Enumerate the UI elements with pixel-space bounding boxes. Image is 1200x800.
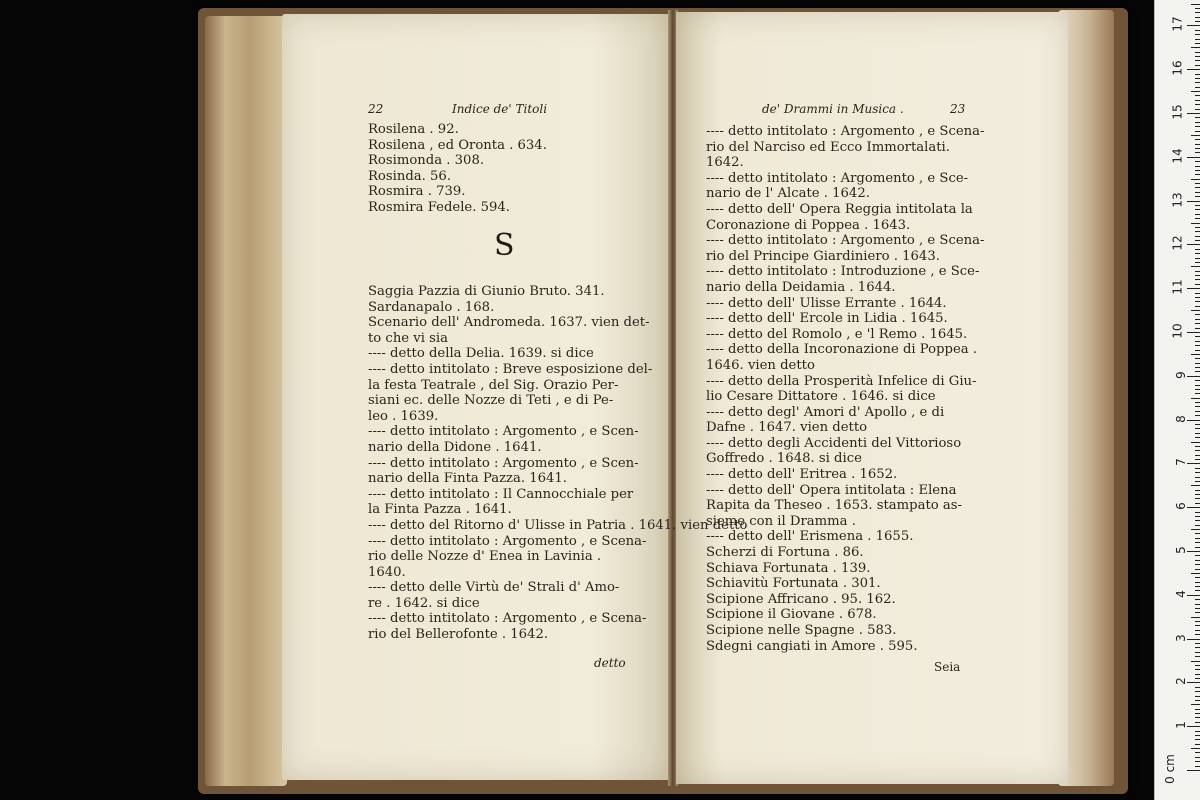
ruler-tick [1195, 652, 1200, 653]
ruler-tick [1187, 244, 1200, 245]
ruler-tick [1191, 223, 1200, 224]
index-entry: Scenario dell' Andromeda. 1637. vien det- [368, 315, 650, 331]
ruler-tick [1195, 126, 1200, 127]
index-entry: ---- detto dell' Opera intitolata : Elena [706, 482, 957, 498]
ruler-tick [1195, 358, 1200, 359]
ruler-label: 0 cm [1163, 754, 1178, 784]
index-entry: nario della Didone . 1641. [368, 439, 542, 455]
ruler-tick [1195, 389, 1200, 390]
left-entries-bottom [368, 284, 748, 643]
index-entry: 1642. [706, 155, 744, 171]
ruler-tick [1191, 179, 1200, 180]
index-entry: ---- detto dell' Erismena . 1655. [706, 529, 914, 545]
ruler-tick [1187, 69, 1200, 70]
ruler-label: 9 [1174, 370, 1189, 379]
ruler-tick [1195, 65, 1200, 66]
index-entry: to che vi sia [368, 330, 449, 346]
ruler-tick [1195, 170, 1200, 171]
ruler-tick [1195, 757, 1200, 758]
ruler-tick [1187, 201, 1200, 202]
index-entry: 1646. vien detto [706, 357, 815, 373]
index-entry: rio del Bellerofonte . 1642. [368, 627, 549, 643]
ruler-tick [1195, 166, 1200, 167]
right-page-number: 23 [950, 102, 966, 116]
index-entry: Rapita da Theseo . 1653. stampato as- [706, 498, 962, 514]
ruler-tick [1187, 157, 1200, 158]
ruler-tick [1195, 525, 1200, 526]
index-entry: rio delle Nozze d' Enea in Lavinia . [368, 549, 602, 565]
ruler-tick [1195, 731, 1200, 732]
ruler-tick [1191, 91, 1200, 92]
index-entry: Dafne . 1647. vien detto [706, 420, 868, 436]
ruler-tick [1195, 709, 1200, 710]
index-entry: ---- detto intitolato : Argomento , e Scena- [706, 233, 985, 249]
ruler-tick [1187, 551, 1200, 552]
ruler-tick [1195, 122, 1200, 123]
index-entry: ---- detto intitolato : Argomento , e Scena- [368, 611, 647, 627]
ruler-tick [1195, 60, 1200, 61]
ruler-tick [1187, 113, 1200, 114]
ruler-tick [1195, 406, 1200, 407]
index-entry: Sdegni cangiati in Amore . 595. [706, 638, 918, 654]
index-entry: Rosimonda . 308. [368, 153, 485, 169]
ruler-label: 14 [1170, 148, 1185, 164]
ruler-tick [1191, 485, 1200, 486]
ruler-tick [1195, 433, 1200, 434]
ruler-label: 2 [1174, 677, 1189, 686]
ruler-tick [1195, 385, 1200, 386]
ruler-tick [1195, 481, 1200, 482]
index-entry: ---- detto intitolato : Argomento , e Scen- [368, 424, 639, 440]
ruler-tick [1195, 542, 1200, 543]
ruler-tick [1195, 498, 1200, 499]
ruler-tick [1195, 446, 1200, 447]
ruler-tick [1195, 12, 1200, 13]
ruler-tick [1195, 455, 1200, 456]
ruler-tick [1191, 4, 1200, 5]
ruler-tick [1195, 174, 1200, 175]
ruler-tick [1195, 411, 1200, 412]
ruler-tick [1191, 529, 1200, 530]
ruler-tick [1191, 661, 1200, 662]
ruler-tick [1191, 135, 1200, 136]
ruler-tick [1195, 109, 1200, 110]
index-entry: ---- detto dell' Opera Reggia intitolata la [706, 201, 973, 217]
ruler-tick [1195, 350, 1200, 351]
ruler-tick [1195, 345, 1200, 346]
ruler-tick [1195, 687, 1200, 688]
ruler-tick [1195, 415, 1200, 416]
ruler-tick [1187, 420, 1200, 421]
ruler-tick [1187, 639, 1200, 640]
ruler-tick [1191, 354, 1200, 355]
ruler-tick [1195, 236, 1200, 237]
ruler-tick [1195, 30, 1200, 31]
index-entry: Scherzi di Fortuna . 86. [706, 545, 864, 561]
index-entry: ---- detto delle Virtù de' Strali d' Amo- [368, 580, 620, 596]
ruler-tick [1195, 275, 1200, 276]
ruler-tick [1195, 656, 1200, 657]
ruler-tick [1191, 704, 1200, 705]
index-entry: ---- detto del Ritorno d' Ulisse in Patria . 1641. vien detto [368, 517, 748, 533]
ruler-tick [1195, 604, 1200, 605]
ruler-label: 13 [1170, 191, 1185, 208]
ruler-tick [1195, 380, 1200, 381]
ruler-tick [1195, 253, 1200, 254]
ruler-tick [1195, 78, 1200, 79]
left-page-number: 22 [368, 102, 384, 116]
ruler-tick [1195, 319, 1200, 320]
ruler-tick [1195, 424, 1200, 425]
ruler-tick [1195, 328, 1200, 329]
ruler-tick [1195, 744, 1200, 745]
right-entries [706, 124, 984, 654]
ruler-tick [1195, 100, 1200, 101]
ruler-tick [1195, 547, 1200, 548]
index-entry: Scipione Affricano . 95. 162. [706, 591, 896, 607]
ruler-tick [1195, 371, 1200, 372]
ruler-tick [1195, 564, 1200, 565]
index-entry: ---- detto degl' Amori d' Apollo , e di [706, 404, 945, 420]
index-entry: Rosinda. 56. [368, 168, 452, 184]
ruler-tick [1195, 262, 1200, 263]
ruler-tick [1195, 336, 1200, 337]
index-entry: Sardanapalo . 168. [368, 299, 495, 315]
ruler-tick [1195, 428, 1200, 429]
index-entry: la Finta Pazza . 1641. [368, 502, 512, 518]
ruler-tick [1195, 258, 1200, 259]
ruler-tick [1195, 752, 1200, 753]
ruler-tick [1195, 599, 1200, 600]
ruler-tick [1195, 766, 1200, 767]
ruler-tick [1191, 398, 1200, 399]
ruler-tick [1195, 569, 1200, 570]
ruler-tick [1195, 161, 1200, 162]
index-entry: Goffredo . 1648. si dice [706, 451, 862, 467]
ruler-label: 10 [1170, 323, 1185, 339]
ruler-tick [1195, 674, 1200, 675]
ruler-tick [1191, 748, 1200, 749]
index-entry: Saggia Pazzia di Giunio Bruto. 341. [368, 284, 605, 299]
ruler-tick [1195, 437, 1200, 438]
ruler-tick [1195, 209, 1200, 210]
ruler-tick [1195, 586, 1200, 587]
ruler-tick [1195, 533, 1200, 534]
index-entry: ---- detto della Incoronazione di Poppea . [706, 342, 978, 358]
ruler-tick [1195, 538, 1200, 539]
ruler-tick [1195, 560, 1200, 561]
ruler-tick [1195, 472, 1200, 473]
ruler-tick [1195, 490, 1200, 491]
index-entry: rio del Narciso ed Ecco Immortalati. [706, 139, 950, 155]
ruler-tick [1195, 468, 1200, 469]
ruler-tick [1195, 139, 1200, 140]
index-entry: ---- detto dell' Eritrea . 1652. [706, 467, 898, 483]
ruler-tick [1195, 608, 1200, 609]
ruler-tick [1195, 402, 1200, 403]
ruler-tick [1195, 148, 1200, 149]
ruler-tick [1195, 87, 1200, 88]
index-entry: ---- detto intitolato : Introduzione , e Sce- [706, 264, 980, 280]
ruler-tick [1195, 8, 1200, 9]
index-entry: siani ec. delle Nozze di Teti , e di Pe- [368, 393, 614, 409]
ruler-label: 4 [1174, 589, 1189, 598]
ruler-tick [1195, 516, 1200, 517]
ruler-tick [1195, 450, 1200, 451]
ruler-tick [1187, 726, 1200, 727]
ruler-tick [1195, 477, 1200, 478]
ruler-label: 6 [1174, 502, 1189, 511]
left-running-head: Indice de' Titoli [452, 102, 548, 116]
ruler-tick [1191, 573, 1200, 574]
index-entry: nario della Deidamia . 1644. [706, 279, 896, 295]
ruler-label: 5 [1174, 546, 1189, 554]
ruler-tick [1195, 231, 1200, 232]
ruler-tick [1195, 612, 1200, 613]
ruler-tick [1195, 214, 1200, 215]
ruler-tick [1195, 582, 1200, 583]
index-entry: Schiava Fortunata . 139. [706, 560, 871, 576]
ruler-tick [1195, 323, 1200, 324]
ruler-tick [1195, 739, 1200, 740]
measurement-ruler [1154, 0, 1200, 800]
ruler-tick [1195, 678, 1200, 679]
ruler-tick [1191, 266, 1200, 267]
index-entry: ---- detto intitolato : Argomento , e Scen- [368, 455, 639, 471]
ruler-tick [1195, 183, 1200, 184]
ruler-tick [1195, 271, 1200, 272]
ruler-label: 7 [1174, 458, 1189, 467]
ruler-tick [1195, 39, 1200, 40]
index-entry: nario de l' Alcate . 1642. [706, 186, 870, 202]
left-catchword: detto [594, 656, 626, 670]
index-entry: ---- detto intitolato : Il Cannocchiale per [368, 486, 634, 502]
ruler-tick [1195, 82, 1200, 83]
index-entry: ---- detto dell' Ercole in Lidia . 1645. [706, 311, 948, 327]
ruler-tick [1195, 761, 1200, 762]
ruler-tick [1187, 288, 1200, 289]
ruler-tick [1195, 647, 1200, 648]
ruler-tick [1195, 643, 1200, 644]
ruler-tick [1195, 665, 1200, 666]
ruler-tick [1195, 696, 1200, 697]
ruler-tick [1195, 341, 1200, 342]
ruler-tick [1195, 735, 1200, 736]
left-entries-top [368, 122, 547, 216]
index-entry: ---- detto intitolato : Breve esposizione del- [368, 361, 653, 377]
ruler-tick [1195, 117, 1200, 118]
ruler-tick [1195, 227, 1200, 228]
ruler-tick [1187, 332, 1200, 333]
ruler-tick [1195, 306, 1200, 307]
ruler-tick [1195, 17, 1200, 18]
ruler-tick [1195, 722, 1200, 723]
ruler-label: 12 [1170, 235, 1185, 252]
ruler-tick [1195, 459, 1200, 460]
index-entry: sieme con il Dramma . [706, 513, 856, 529]
ruler-tick [1195, 95, 1200, 96]
ruler-tick [1195, 577, 1200, 578]
index-entry: re . 1642. si dice [368, 595, 480, 611]
ruler-tick [1195, 240, 1200, 241]
ruler-tick [1195, 363, 1200, 364]
index-entry: ---- detto della Delia. 1639. si dice [368, 346, 594, 362]
ruler-tick [1195, 297, 1200, 298]
ruler-tick [1195, 144, 1200, 145]
ruler-tick [1195, 52, 1200, 53]
index-entry: lio Cesare Dittatore . 1646. si dice [706, 389, 936, 405]
ruler-tick [1195, 284, 1200, 285]
index-entry: la festa Teatrale , del Sig. Orazio Per- [368, 377, 619, 393]
index-entry: ---- detto degli Accidenti del Vittorioso [706, 435, 962, 451]
index-entry: ---- detto intitolato : Argomento , e Sce- [706, 170, 969, 186]
index-entry: nario della Finta Pazza. 1641. [368, 471, 567, 487]
ruler-tick [1195, 512, 1200, 513]
ruler-tick [1195, 56, 1200, 57]
ruler-tick [1195, 205, 1200, 206]
ruler-tick [1187, 770, 1200, 771]
ruler-tick [1195, 196, 1200, 197]
ruler-label: 15 [1170, 104, 1185, 120]
ruler-label: 1 [1174, 721, 1189, 730]
index-entry: ---- detto della Prosperità Infelice di Giu- [706, 373, 977, 389]
index-entry: ---- detto intitolato : Argomento , e Scena- [368, 533, 647, 549]
ruler-tick [1195, 249, 1200, 250]
ruler-tick [1195, 293, 1200, 294]
ruler-tick [1195, 634, 1200, 635]
ruler-tick [1195, 555, 1200, 556]
ruler-tick [1195, 503, 1200, 504]
ruler-tick [1195, 717, 1200, 718]
ruler-tick [1195, 279, 1200, 280]
ruler-tick [1195, 713, 1200, 714]
ruler-tick [1195, 43, 1200, 44]
ruler-tick [1195, 590, 1200, 591]
ruler-tick [1195, 691, 1200, 692]
right-running-head: de' Drammi in Musica . [762, 102, 904, 116]
ruler-tick [1195, 152, 1200, 153]
ruler-tick [1187, 25, 1200, 26]
index-entry: Schiavitù Fortunata . 301. [706, 576, 881, 592]
ruler-label: 8 [1174, 414, 1189, 423]
ruler-tick [1195, 621, 1200, 622]
ruler-tick [1187, 376, 1200, 377]
section-letter: S [494, 228, 515, 263]
ruler-tick [1195, 131, 1200, 132]
index-entry: ---- detto dell' Ulisse Errante . 1644. [706, 295, 947, 311]
ruler-tick [1187, 682, 1200, 683]
ruler-label: 16 [1170, 60, 1185, 76]
index-entry: ---- detto intitolato : Argomento , e Scena- [706, 124, 985, 139]
ruler-label: 11 [1170, 279, 1185, 295]
ruler-tick [1195, 192, 1200, 193]
ruler-tick [1195, 34, 1200, 35]
left-page-edges [205, 16, 287, 786]
ruler-tick [1191, 47, 1200, 48]
ruler-tick [1191, 617, 1200, 618]
right-catchword: Seia [934, 660, 961, 674]
ruler-tick [1195, 74, 1200, 75]
ruler-tick [1195, 218, 1200, 219]
index-entry: leo . 1639. [368, 408, 439, 424]
index-entry: rio del Principe Giardiniero . 1643. [706, 248, 940, 264]
ruler-label: 17 [1170, 16, 1185, 33]
ruler-tick [1187, 507, 1200, 508]
index-entry: Coronazione di Poppea . 1643. [706, 217, 911, 233]
index-entry: Scipione il Giovane . 678. [706, 607, 877, 623]
index-entry: 1640. [368, 564, 406, 580]
index-entry: Rosilena . 92. [368, 122, 459, 137]
index-entry: ---- detto del Romolo , e 'l Remo . 1645. [706, 326, 968, 342]
index-entry: Rosilena , ed Oronta . 634. [368, 137, 547, 153]
ruler-tick [1195, 104, 1200, 105]
ruler-tick [1195, 187, 1200, 188]
ruler-tick [1195, 301, 1200, 302]
ruler-tick [1195, 393, 1200, 394]
ruler-tick [1191, 310, 1200, 311]
ruler-tick [1195, 494, 1200, 495]
ruler-tick [1195, 669, 1200, 670]
ruler-tick [1195, 21, 1200, 22]
ruler-label: 3 [1174, 633, 1189, 642]
ruler-tick [1187, 595, 1200, 596]
ruler-tick [1195, 700, 1200, 701]
ruler-tick [1191, 442, 1200, 443]
index-entry: Rosmira Fedele. 594. [368, 199, 510, 215]
index-entry: Scipione nelle Spagne . 583. [706, 623, 897, 638]
ruler-tick [1195, 625, 1200, 626]
ruler-tick [1195, 314, 1200, 315]
ruler-tick [1195, 630, 1200, 631]
ruler-tick [1195, 367, 1200, 368]
ruler-tick [1187, 463, 1200, 464]
index-entry: Rosmira . 739. [368, 184, 466, 200]
ruler-tick [1195, 520, 1200, 521]
